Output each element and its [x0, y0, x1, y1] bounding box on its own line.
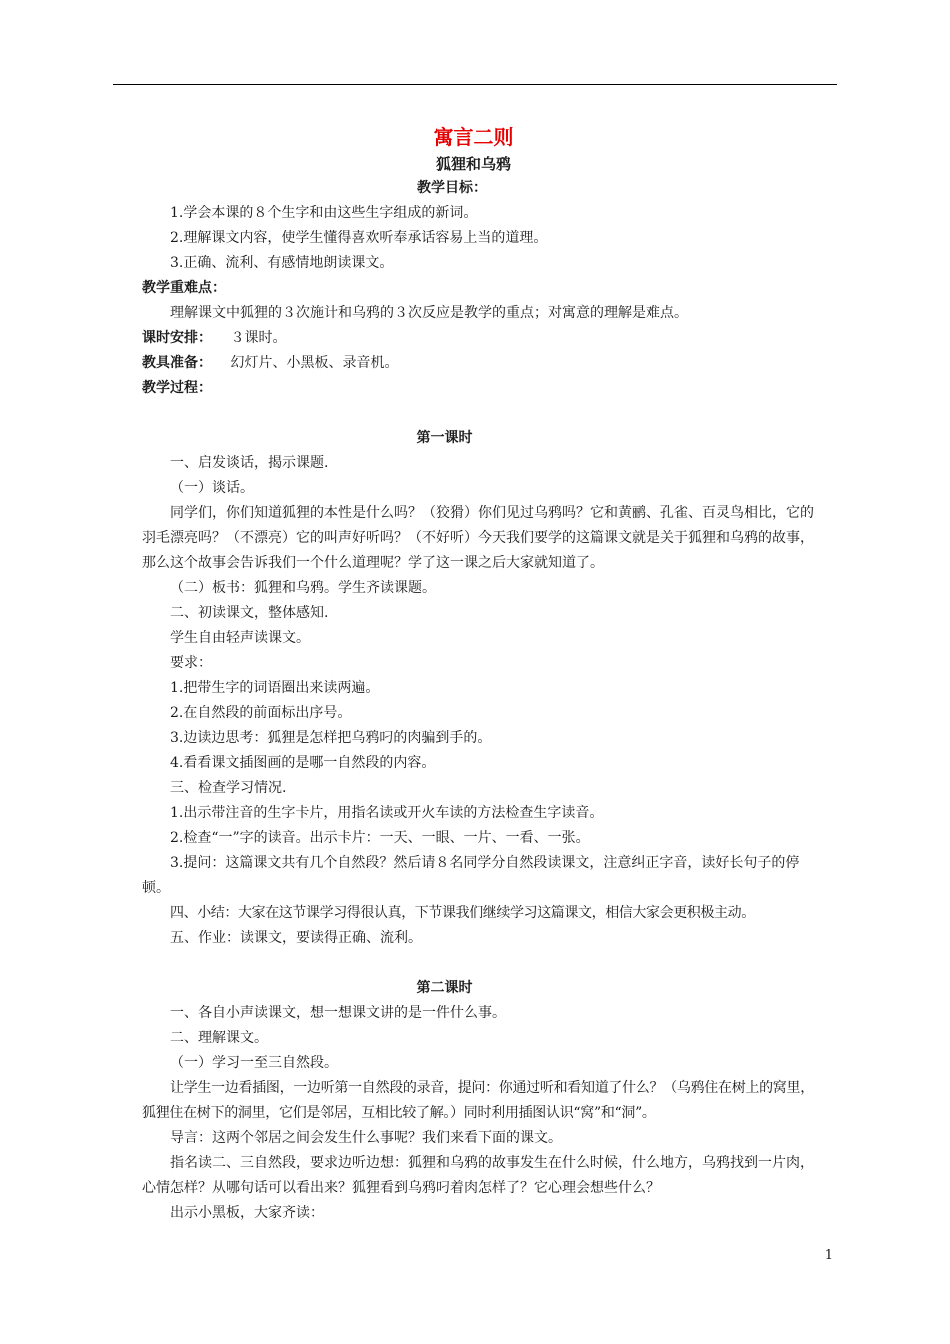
difficulty-heading: 教学重难点：: [142, 280, 226, 296]
lesson2-line: 一、各自小声读课文，想一想课文讲的是一件什么事。: [170, 1005, 506, 1021]
lesson2-line: 指名读二、三自然段，要求边听边想：狐狸和乌鸦的故事发生在什么时候，什么地方，乌鸦找到一片肉，心情怎样？从哪句话可以看出来？狐狸看到乌鸦叼着肉怎样了？它心理会想些什么？: [142, 1155, 814, 1196]
tools-value: 幻灯片、小黑板、录音机。: [230, 355, 399, 371]
lesson1-line: （二）板书：狐狸和乌鸦。学生齐读课题。: [170, 580, 436, 596]
lesson1-line: 要求：: [170, 655, 212, 671]
document-subtitle: 狐狸和乌鸦: [435, 155, 511, 173]
lesson1-line: 3.提问：这篇课文共有几个自然段？然后请８名同学分自然段读课文，注意纠正字音，读好长句子的停顿。: [142, 855, 800, 896]
lesson2-line: 出示小黑板，大家齐读：: [170, 1205, 324, 1221]
document-title: 寓言二则: [433, 125, 514, 149]
goal-item: 1.学会本课的８个生字和由这些生字组成的新词。: [170, 205, 478, 221]
lesson1-line: 二、初读课文，整体感知.: [170, 605, 329, 621]
lesson2-line: （一）学习一至三自然段。: [170, 1055, 338, 1071]
lesson1-line: 3.边读边思考：狐狸是怎样把乌鸦叼的肉骗到手的。: [170, 730, 492, 746]
lesson1-heading: 第一课时: [416, 430, 473, 446]
page-number: 1: [824, 1248, 833, 1263]
lesson2-line: 让学生一边看插图，一边听第一自然段的录音，提问：你通过听和看知道了什么？（乌鸦住在树上的窝里，狐狸住在树下的洞里，它们是邻居，互相比较了解。）同时利用插图认识“窝”和“洞”。: [142, 1080, 814, 1121]
lesson1-line: 1.把带生字的词语圈出来读两遍。: [170, 680, 380, 696]
process-heading: 教学过程：: [142, 380, 212, 396]
lesson2-line: 导言：这两个邻居之间会发生什么事呢？我们来看下面的课文。: [170, 1130, 562, 1146]
lesson1-line: 五、作业：读课文，要读得正确、流利。: [170, 930, 422, 946]
lesson1-line: 2.检查“一”字的读音。出示卡片：一天、一眼、一片、一看、一张。: [170, 830, 590, 846]
schedule-label: 课时安排：: [142, 330, 212, 346]
lesson1-line: 1.出示带注音的生字卡片，用指名读或开火车读的方法检查生字读音。: [170, 805, 604, 821]
document-body: [142, 122, 847, 1226]
lesson1-line: 一、启发谈话，揭示课题.: [170, 455, 329, 471]
lesson1-line: 2.在自然段的前面标出序号。: [170, 705, 352, 721]
lesson1-line: 三、检查学习情况.: [170, 780, 287, 796]
difficulty-text: 理解课文中狐狸的３次施计和乌鸦的３次反应是教学的重点；对寓意的理解是难点。: [170, 305, 688, 321]
lesson1-line: 学生自由轻声读课文。: [170, 630, 310, 646]
lesson2-line: 二、理解课文。: [170, 1030, 268, 1046]
tools-row: [142, 351, 847, 376]
lesson1-line: 同学们，你们知道狐狸的本性是什么吗？（狡猾）你们见过乌鸦吗？它和黄鹂、孔雀、百灵鸟相比，它的羽毛漂亮吗？（不漂亮）它的叫声好听吗？（不好听）今天我们要学的这篇课文就是关于狐狸和乌鸦的故事，那么这个故事会告诉我们一个什么道理呢？学了这一课之后大家就知道了。: [142, 505, 814, 571]
goals-heading: 教学目标：: [417, 180, 487, 196]
schedule-row: [142, 326, 847, 351]
goal-item: 3.正确、流利、有感情地朗读课文。: [170, 255, 394, 271]
tools-label: 教具准备：: [142, 355, 212, 371]
lesson1-line: 四、小结：大家在这节课学习得很认真，下节课我们继续学习这篇课文，相信大家会更积极主动。: [170, 905, 755, 921]
lesson2-heading: 第二课时: [416, 980, 473, 996]
schedule-value: ３课时。: [230, 330, 287, 346]
header-rule: [113, 84, 837, 85]
lesson1-line: （一）谈话。: [170, 480, 254, 496]
goal-item: 2.理解课文内容，使学生懂得喜欢听奉承话容易上当的道理。: [170, 230, 548, 246]
lesson1-line: 4.看看课文插图画的是哪一自然段的内容。: [170, 755, 436, 771]
